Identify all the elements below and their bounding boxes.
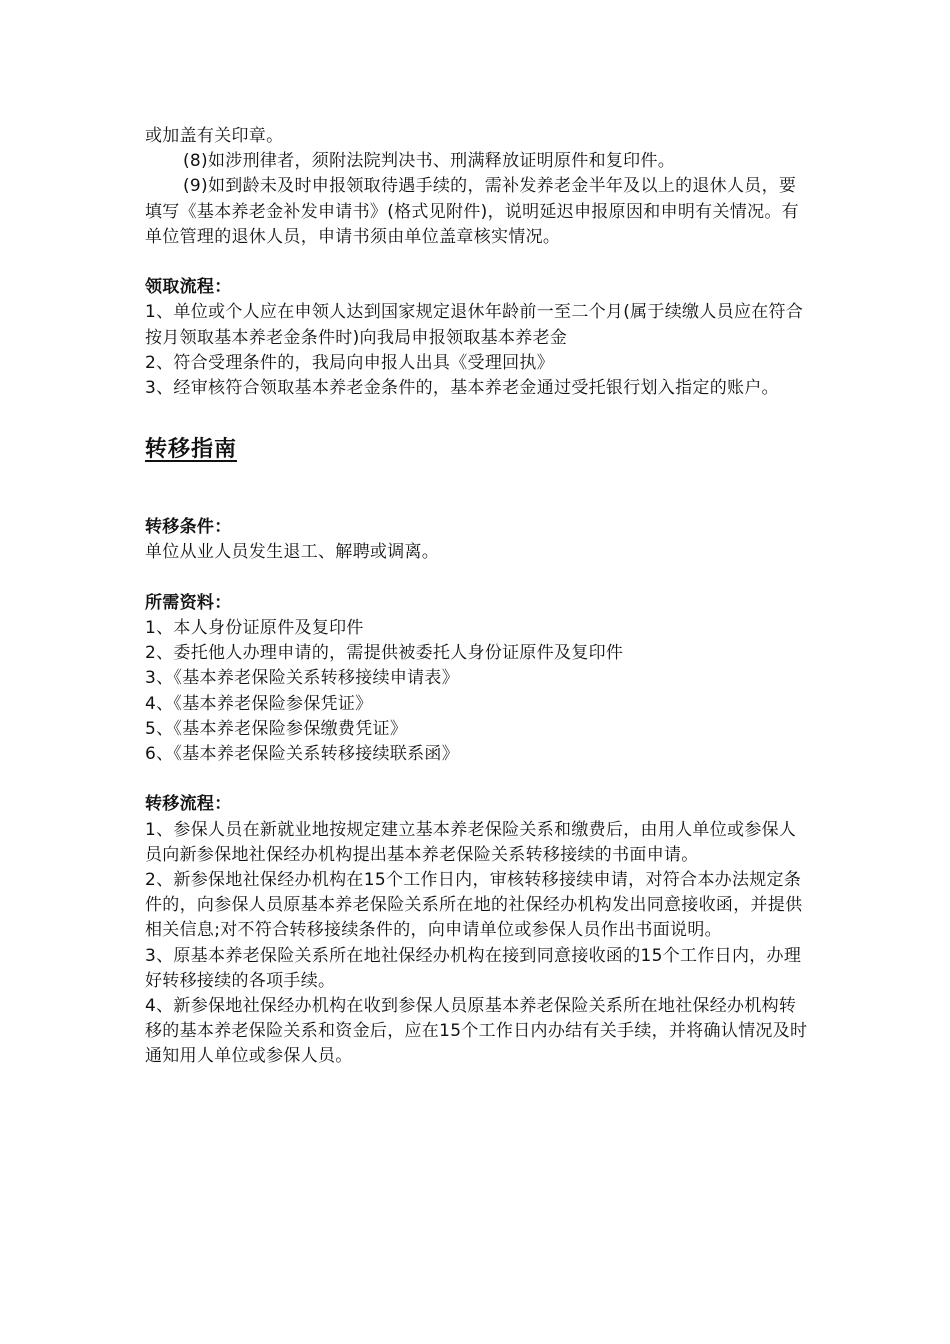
materials-item: 5、《基本养老保险参保缴费凭证》 bbox=[145, 718, 408, 739]
transfer-flow-item: 4、新参保地社保经办机构在收到参保人员原基本养老保险关系所在地社保经办机构转移的基本养老保险关系和资金后，应在15个工作日内办结有关手续，并将确认情况及时通知用人单位或参保人员。 bbox=[145, 996, 808, 1067]
document-body bbox=[145, 124, 810, 1070]
receive-flow-item: 3、经审核符合领取基本养老金条件的，基本养老金通过受托银行划入指定的账户。 bbox=[145, 378, 779, 399]
transfer-flow-item: 3、原基本养老保险关系所在地社保经办机构在接到同意接收函的15个工作日内，办理好转移接续的各项手续。 bbox=[145, 945, 802, 991]
transfer-conditions-heading: 转移条件： bbox=[145, 517, 232, 538]
requirement-item-9: (9)如到龄未及时申报领取待遇手续的，需补发养老金半年及以上的退休人员，要填写《基本养老金补发申请书》(格式见附件)，说明延迟申报原因和申明有关情况。有单位管理的退休人员，申请书须由单位盖章核实情况。 bbox=[145, 176, 799, 247]
transfer-conditions-text: 单位从业人员发生退工、解聘或调离。 bbox=[145, 542, 440, 563]
spacer bbox=[145, 250, 810, 275]
receive-flow-item: 1、单位或个人应在申领人达到国家规定退休年龄前一至二个月(属于续缴人员应在符合按月领取基本养老金条件时)向我局申报领取基本养老金 bbox=[145, 302, 804, 348]
materials-item: 4、《基本养老保险参保凭证》 bbox=[145, 693, 373, 714]
requirement-item-8: (8)如涉刑律者，须附法院判决书、刑满释放证明原件和复印件。 bbox=[183, 151, 676, 172]
materials-item: 3、《基本养老保险关系转移接续申请表》 bbox=[145, 668, 460, 689]
transfer-guide-title: 转移指南 bbox=[145, 437, 238, 463]
receive-flow-item: 2、符合受理条件的，我局向申报人出具《受理回执》 bbox=[145, 352, 555, 373]
spacer bbox=[145, 465, 810, 515]
spacer bbox=[145, 767, 810, 792]
materials-item: 6、《基本养老保险关系转移接续联系函》 bbox=[145, 744, 460, 765]
materials-heading: 所需资料： bbox=[145, 592, 232, 613]
receive-flow-heading: 领取流程： bbox=[145, 277, 232, 298]
transfer-flow-item: 2、新参保地社保经办机构在15个工作日内，审核转移接续申请，对符合本办法规定条件的，向参保人员原基本养老保险关系所在地的社保经办机构发出同意接收函，并提供相关信息;对不符合转移接续条件的，向申请单位或参保人员作出书面说明。 bbox=[145, 870, 803, 941]
transfer-flow-item: 1、参保人员在新就业地按规定建立基本养老保险关系和缴费后，由用人单位或参保人员向新参保地社保经办机构提出基本养老保险关系转移接续的书面申请。 bbox=[145, 819, 797, 865]
materials-item: 2、委托他人办理申请的，需提供被委托人身份证原件及复印件 bbox=[145, 643, 624, 664]
continued-line: 或加盖有关印章。 bbox=[145, 126, 284, 146]
spacer bbox=[145, 566, 810, 591]
materials-item: 1、本人身份证原件及复印件 bbox=[145, 618, 364, 639]
transfer-flow-heading: 转移流程： bbox=[145, 794, 232, 815]
